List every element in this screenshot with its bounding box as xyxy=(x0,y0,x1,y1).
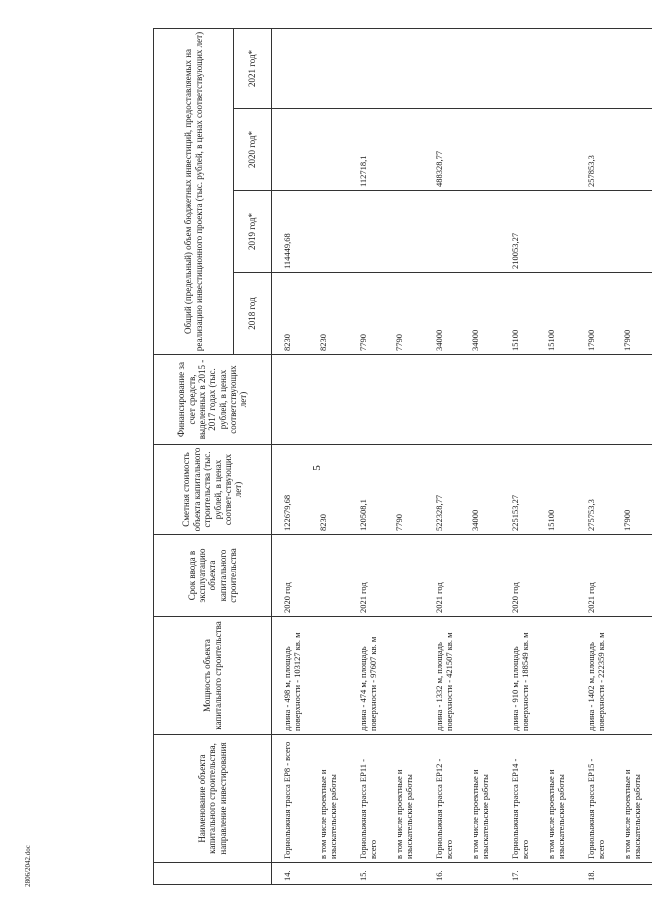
header-cost: Сметная стоимость объекта капитального строительства (тыс. рублей, в ценах соответ-ствующих лет) xyxy=(154,445,272,535)
commission-date xyxy=(620,535,652,617)
volume-2019 xyxy=(348,191,392,273)
header-name: Наименование объекта капитального строительства, направление инвестирования xyxy=(154,735,272,863)
volume-2019: 210053,27 xyxy=(500,191,544,273)
estimated-cost: 8230 xyxy=(316,445,348,535)
volume-2019 xyxy=(468,191,500,273)
volume-2021 xyxy=(576,28,620,108)
volume-2021 xyxy=(424,28,468,108)
capacity: длина - 498 м, площадь поверхности - 103127 кв. м xyxy=(272,617,316,735)
capacity xyxy=(392,617,424,735)
object-name: Горнолыжная трасса ЕР14 - всего xyxy=(500,735,544,863)
capacity xyxy=(468,617,500,735)
volume-2018: 17900 xyxy=(576,273,620,355)
object-name: в том числе проектные и изыскательские работы xyxy=(316,735,348,863)
table-row xyxy=(468,28,500,884)
page-number: 5 xyxy=(311,465,323,471)
capacity: длина - 1332 м, площадь поверхности - 421507 кв. м xyxy=(424,617,468,735)
table-row xyxy=(348,28,392,884)
estimated-cost: 15100 xyxy=(544,445,576,535)
estimated-cost: 7790 xyxy=(392,445,424,535)
object-name: в том числе проектные и изыскательские работы xyxy=(468,735,500,863)
volume-2020: 488328,77 xyxy=(424,109,468,191)
volume-2018: 15100 xyxy=(544,273,576,355)
table-header xyxy=(154,28,272,884)
financing-2015-2017 xyxy=(348,355,392,445)
capacity: длина - 910 м, площадь поверхности - 188549 кв. м xyxy=(500,617,544,735)
row-number: 16. xyxy=(424,863,468,885)
estimated-cost: 122679,68 xyxy=(272,445,316,535)
volume-2021 xyxy=(316,28,348,108)
volume-2018: 15100 xyxy=(500,273,544,355)
volume-2018: 8230 xyxy=(272,273,316,355)
table-row xyxy=(500,28,544,884)
volume-2019 xyxy=(576,191,620,273)
volume-2021 xyxy=(500,28,544,108)
volume-2021 xyxy=(620,28,652,108)
table-row xyxy=(392,28,424,884)
volume-2021 xyxy=(468,28,500,108)
estimated-cost: 225153,27 xyxy=(500,445,544,535)
header-date: Срок ввода в эксплуатацию объекта капитального строительства xyxy=(154,535,272,617)
header-year-2019: 2019 год* xyxy=(234,191,272,273)
capacity: длина - 1402 м, площадь поверхности - 222359 кв. м xyxy=(576,617,620,735)
volume-2020 xyxy=(392,109,424,191)
volume-2020 xyxy=(544,109,576,191)
row-number xyxy=(620,863,652,885)
header-num xyxy=(154,863,272,885)
financing-2015-2017 xyxy=(424,355,468,445)
volume-2021 xyxy=(544,28,576,108)
financing-2015-2017 xyxy=(316,355,348,445)
volume-2018: 34000 xyxy=(424,273,468,355)
financing-2015-2017 xyxy=(576,355,620,445)
volume-2019: 114449,68 xyxy=(272,191,316,273)
volume-2020 xyxy=(500,109,544,191)
row-number: 15. xyxy=(348,863,392,885)
financing-2015-2017 xyxy=(500,355,544,445)
commission-date xyxy=(316,535,348,617)
table-body xyxy=(272,28,652,884)
object-name: Горнолыжная трасса ЕР12 - всего xyxy=(424,735,468,863)
object-name: в том числе проектные и изыскательские работы xyxy=(392,735,424,863)
table-row xyxy=(620,28,652,884)
table-row xyxy=(424,28,468,884)
table-row xyxy=(316,28,348,884)
volume-2019 xyxy=(620,191,652,273)
volume-2021 xyxy=(348,28,392,108)
header-year-2018: 2018 год xyxy=(234,273,272,355)
volume-2021 xyxy=(392,28,424,108)
volume-2018: 34000 xyxy=(468,273,500,355)
object-name: в том числе проектные и изыскательские работы xyxy=(544,735,576,863)
row-number xyxy=(392,863,424,885)
volume-2020: 112718,1 xyxy=(348,109,392,191)
volume-2020: 257853,3 xyxy=(576,109,620,191)
object-name: Горнолыжная трасса ЕР15 - всего xyxy=(576,735,620,863)
row-number xyxy=(468,863,500,885)
volume-2018: 7790 xyxy=(392,273,424,355)
volume-2018: 8230 xyxy=(316,273,348,355)
volume-2019 xyxy=(424,191,468,273)
financing-2015-2017 xyxy=(468,355,500,445)
volume-2020 xyxy=(620,109,652,191)
volume-2019 xyxy=(392,191,424,273)
row-number xyxy=(316,863,348,885)
financing-2015-2017 xyxy=(620,355,652,445)
volume-2018: 7790 xyxy=(348,273,392,355)
financing-2015-2017 xyxy=(544,355,576,445)
row-number xyxy=(544,863,576,885)
commission-date: 2021 год xyxy=(348,535,392,617)
rotated-table-area xyxy=(153,29,642,885)
object-name: в том числе проектные и изыскательские работы xyxy=(620,735,652,863)
estimated-cost: 275753,3 xyxy=(576,445,620,535)
capacity xyxy=(620,617,652,735)
financing-2015-2017 xyxy=(272,355,316,445)
table-row xyxy=(272,28,316,884)
table-row xyxy=(576,28,620,884)
header-year-2021: 2021 год* xyxy=(234,28,272,108)
commission-date: 2020 год xyxy=(272,535,316,617)
commission-date: 2021 год xyxy=(576,535,620,617)
estimated-cost: 522328,77 xyxy=(424,445,468,535)
capacity: длина - 474 м, площадь поверхности - 97607 кв. м xyxy=(348,617,392,735)
footer-code: 2806/2042.doc xyxy=(24,845,32,887)
header-year-2020: 2020 год* xyxy=(234,109,272,191)
financing-2015-2017 xyxy=(392,355,424,445)
estimated-cost: 120508,1 xyxy=(348,445,392,535)
header-volume: Общий (предельный) объем бюджетных инвестиций, предоставляемых на реализацию инвестиционного проекта (тыс. рублей, в ценах соответствующих лет) xyxy=(154,28,234,354)
object-name: Горнолыжная трасса ЕР8 - всего xyxy=(272,735,316,863)
volume-2020 xyxy=(272,109,316,191)
row-number: 17. xyxy=(500,863,544,885)
volume-2020 xyxy=(468,109,500,191)
volume-2019 xyxy=(544,191,576,273)
object-name: Горнолыжная трасса ЕР11 - всего xyxy=(348,735,392,863)
investment-table xyxy=(153,28,652,885)
table-row xyxy=(544,28,576,884)
commission-date xyxy=(468,535,500,617)
estimated-cost: 17900 xyxy=(620,445,652,535)
estimated-cost: 34000 xyxy=(468,445,500,535)
volume-2019 xyxy=(316,191,348,273)
row-number: 14. xyxy=(272,863,316,885)
commission-date: 2020 год xyxy=(500,535,544,617)
commission-date xyxy=(392,535,424,617)
row-number: 18. xyxy=(576,863,620,885)
commission-date xyxy=(544,535,576,617)
volume-2021 xyxy=(272,28,316,108)
capacity xyxy=(544,617,576,735)
commission-date: 2021 год xyxy=(424,535,468,617)
volume-2018: 17900 xyxy=(620,273,652,355)
capacity xyxy=(316,617,348,735)
volume-2020 xyxy=(316,109,348,191)
header-capacity: Мощность объекта капитального строительства xyxy=(154,617,272,735)
header-financing: Финансирование за счет средств, выделенных в 2015 - 2017 годах (тыс. рублей, в ценах соответствующих лет) xyxy=(154,355,272,445)
